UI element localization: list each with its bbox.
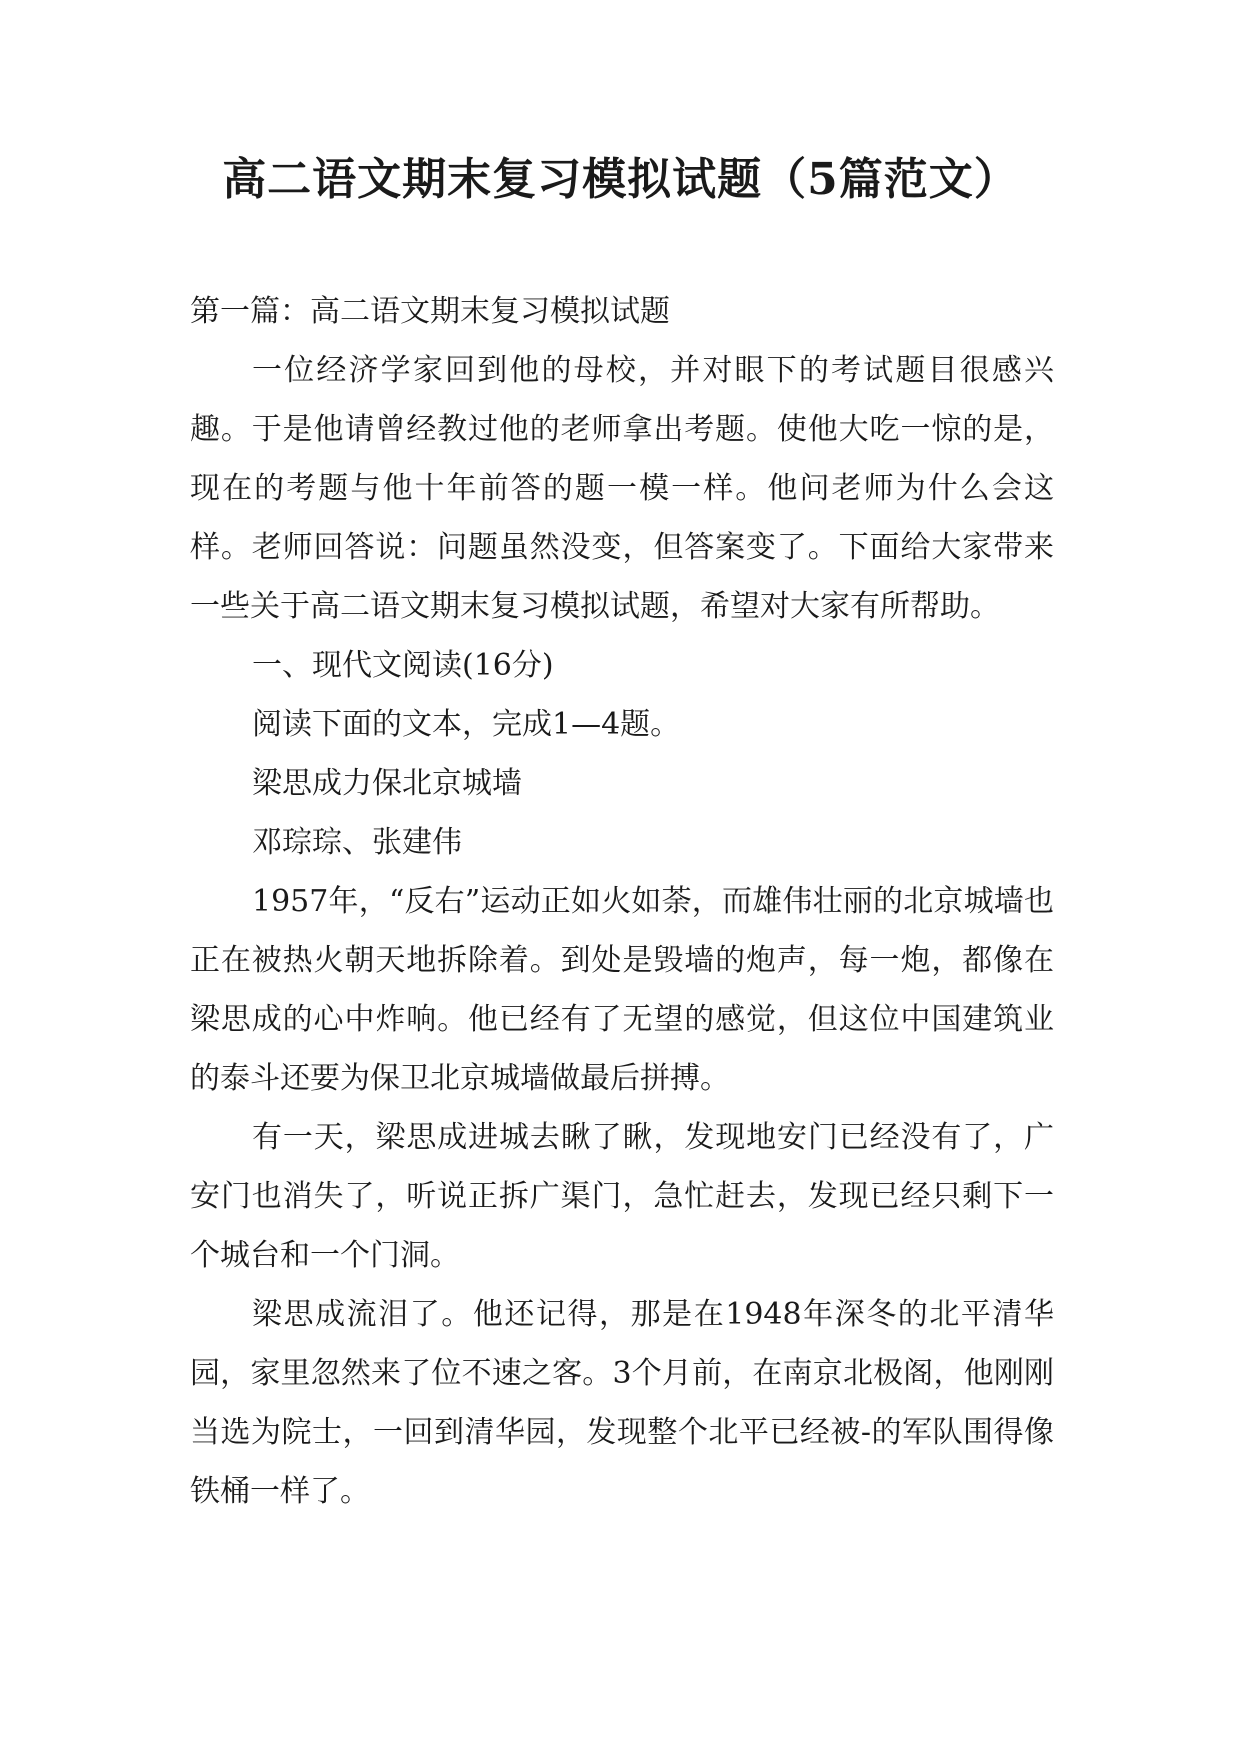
article-authors: 邓琮琮、张建伟 <box>252 825 462 860</box>
article-title: 梁思成力保北京城墙 <box>252 766 522 801</box>
article-paragraph: 梁思成流泪了。他还记得，那是在1948年深冬的北平清华园，家里忽然来了位不速之客。3个月前，在南京北极阁，他刚刚当选为院士，一回到清华园，发现整个北平已经被-的军队围得像铁桶一样了。 <box>190 1297 1054 1509</box>
section-heading: 第一篇：高二语文期末复习模拟试题 <box>190 294 670 329</box>
document-body <box>190 282 1054 1521</box>
intro-paragraph: 一位经济学家回到他的母校，并对眼下的考试题目很感兴趣。于是他请曾经教过他的老师拿出考题。使他大吃一惊的是，现在的考题与他十年前答的题一模一样。他问老师为什么会这样。老师回答说：问题虽然没变，但答案变了。下面给大家带来一些关于高二语文期末复习模拟试题，希望对大家有所帮助。 <box>190 353 1054 624</box>
reading-instruction: 阅读下面的文本，完成1—4题。 <box>252 707 681 742</box>
article-paragraph: 有一天，梁思成进城去瞅了瞅，发现地安门已经没有了，广安门也消失了，听说正拆广渠门，急忙赶去，发现已经只剩下一个城台和一个门洞。 <box>190 1120 1054 1273</box>
question-section-heading: 一、现代文阅读(16分) <box>252 648 554 683</box>
article-paragraph: 1957年，“反右”运动正如火如荼，而雄伟壮丽的北京城墙也正在被热火朝天地拆除着。到处是毁墙的炮声，每一炮，都像在梁思成的心中炸响。他已经有了无望的感觉，但这位中国建筑业的泰斗还要为保卫北京城墙做最后拼搏。 <box>190 884 1054 1096</box>
document-title: 高二语文期末复习模拟试题（5篇范文） <box>222 154 1019 205</box>
